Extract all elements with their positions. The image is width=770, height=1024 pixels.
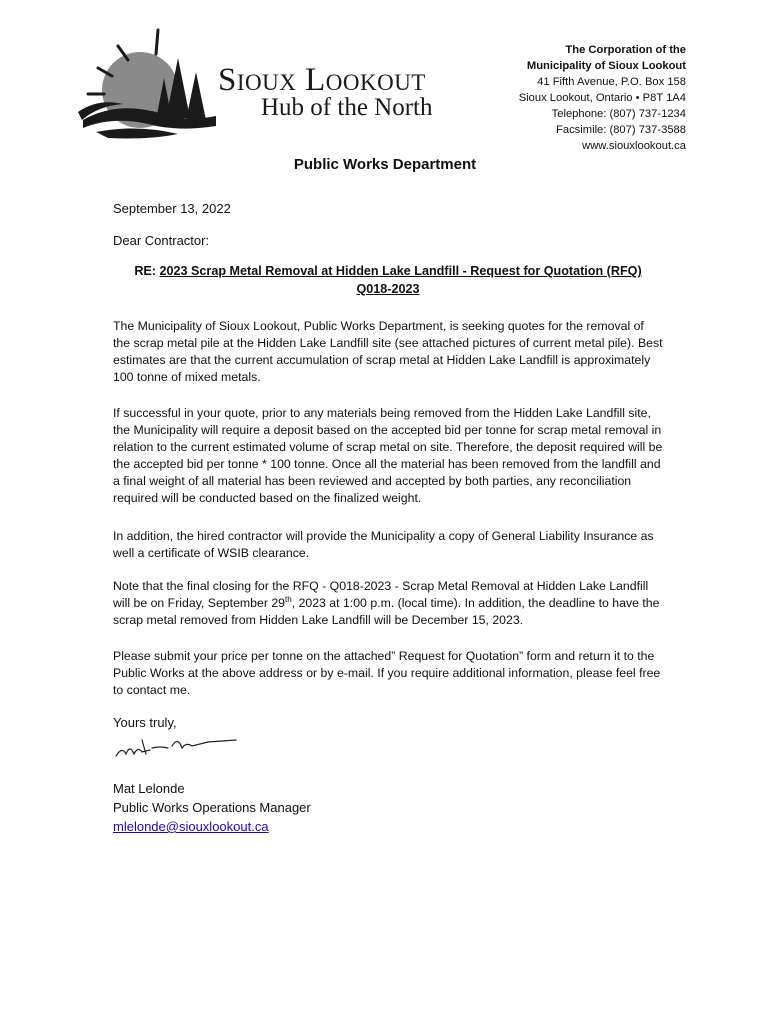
signer-block <box>113 779 663 836</box>
department-heading: Public Works Department <box>293 156 477 173</box>
contact-address: 41 Fifth Avenue, P.O. Box 158 <box>537 76 686 88</box>
body-paragraph-5: Please submit your price per tonne on the attached” Request for Quotation” form and return it to the Public Works at the above address or by e-mail. If you require additional information, please feel free to contact me. <box>113 649 661 697</box>
p4-part-a: Note that the final closing for the RFQ - Q018-2023 - Scrap Metal Removal at Hidden Lake Landfill will be on Friday, September 29 <box>113 579 649 610</box>
logo-emblem-icon <box>78 28 218 148</box>
signer-title: Public Works Operations Manager <box>113 800 311 815</box>
salutation: Dear Contractor: <box>113 233 210 248</box>
body-paragraph-1: The Municipality of Sioux Lookout, Public Works Department, is seeking quotes for the removal of the scrap metal pile at the Hidden Lake Landfill site (see attached pictures of current metal pile). Best estimates are that the current accumulation of scrap metal at Hidden Lake Landfill is approximately 100 tonne of mixed metals. <box>113 319 663 384</box>
body-paragraph-2: If successful in your quote, prior to any materials being removed from the Hidden Lake Landfill site, the Municipality will require a deposit based on the accepted bid per tonne for scrap metal removal in relation to the current estimated volume of scrap metal on site. Therefore, the deposit required will be the accepted bid per tonne * 100 tonne. Once all the material has been removed from the landfill and a final weight of all material has been reviewed and accepted by both parties, any reconciliation required will be conducted based on the finalized weight. <box>113 406 663 505</box>
contact-facsimile: Facsimile: (807) 737-3588 <box>556 124 686 136</box>
signer-name: Mat Lelonde <box>113 781 185 796</box>
contact-city: Sioux Lookout, Ontario • P8T 1A4 <box>518 92 686 104</box>
p4-part-b: , 2023 at 1:00 p.m. (local time). In addition, the deadline to have the scrap metal removed from Hidden Lake Landfill will be December 15, 2023. <box>113 596 660 627</box>
body-paragraph-4 <box>113 578 663 629</box>
signer-email-link[interactable]: mlelonde@siouxlookout.ca <box>113 819 269 834</box>
contact-website: www.siouxlookout.ca <box>582 140 686 152</box>
contact-telephone: Telephone: (807) 737-1234 <box>551 108 686 120</box>
letter-date: September 13, 2022 <box>113 201 231 216</box>
contact-corporation: The Corporation of the <box>565 44 686 56</box>
subject-text: 2023 Scrap Metal Removal at Hidden Lake Landfill - Request for Quotation (RFQ) <box>159 264 642 278</box>
signature-icon <box>112 732 242 762</box>
subject-line <box>110 262 666 298</box>
subject-number: Q018-2023 <box>356 282 420 296</box>
p4-ordinal: th <box>285 594 292 604</box>
contact-municipality: Municipality of Sioux Lookout <box>526 60 686 72</box>
contact-block <box>426 42 686 154</box>
logo-wordmark: Sioux Lookout <box>218 62 426 98</box>
logo-tagline: Hub of the North <box>261 94 433 121</box>
subject-prefix: RE: <box>134 264 160 278</box>
body-paragraph-3: In addition, the hired contractor will provide the Municipality a copy of General Liability Insurance as well a certificate of WSIB clearance. <box>113 529 654 560</box>
closing: Yours truly, <box>113 715 177 730</box>
